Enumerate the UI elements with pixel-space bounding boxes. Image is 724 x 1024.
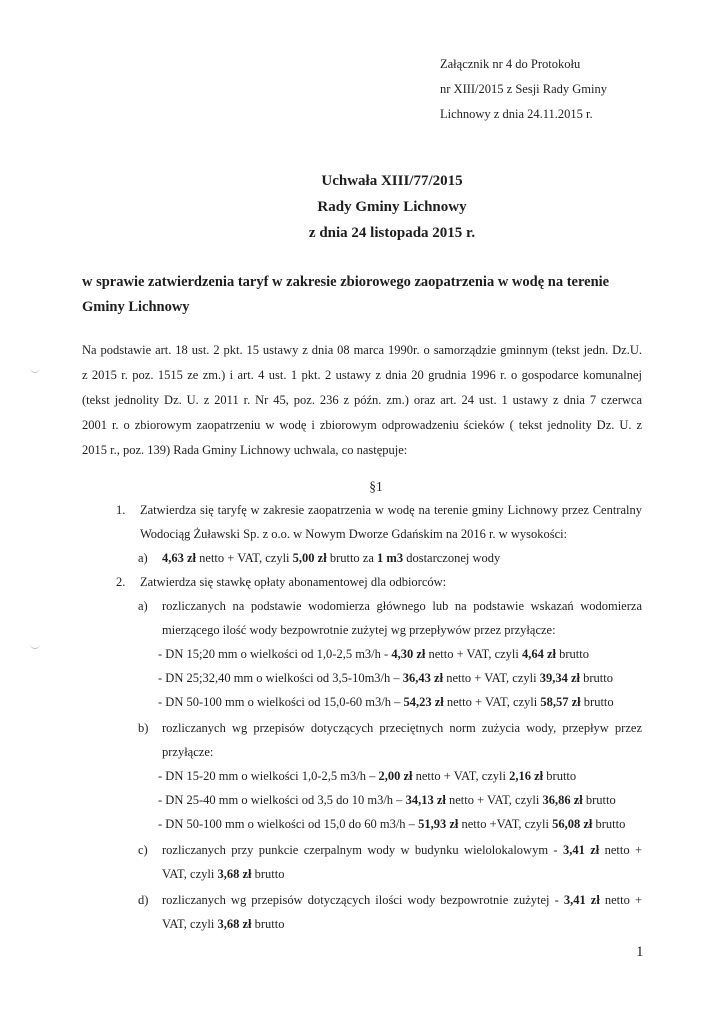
text-fragment: VAT, czyli	[162, 917, 218, 931]
item-text: Zatwierdza się taryfę w zakresie zaopatrzenia w wodę na terenie gminy Lichnowy przez Centralny	[140, 503, 642, 517]
text-fragment: netto +	[599, 893, 642, 907]
sub-item-text	[162, 838, 642, 862]
title-line: z dnia 24 listopada 2015 r.	[308, 225, 476, 241]
gross-price: 2,16 zł	[509, 769, 544, 783]
text-fragment: brutto	[592, 817, 626, 831]
item-text: Wodociąg Żuławski Sp. z o.o. w Nowym Dworze Gdańskim na 2016 r. w wysokości:	[140, 527, 568, 541]
tariff-text	[158, 812, 625, 836]
text-fragment: - DN 15;20 mm o wielkości od 1,0-2,5 m3/h -	[158, 647, 392, 661]
net-price: 3,41 zł	[562, 843, 600, 857]
gross-price: 58,57 zł	[540, 695, 581, 709]
basis-line: (tekst jednolity Dz. U. z 2011 r. Nr 45, poz. 236 z późn. zm.) oraz art. 24 ust. 1 ustawy z dnia 7 czerwca	[82, 393, 642, 407]
sub-item-label: c)	[138, 843, 148, 857]
text-fragment: - DN 25;32,40 mm o wielkości od 3,5-10m3/h –	[158, 671, 403, 685]
tariff-text	[158, 666, 613, 690]
tariff-text	[158, 764, 576, 788]
gross-price: 3,68 zł	[217, 867, 252, 881]
basis-line: Na podstawie art. 18 ust. 2 pkt. 15 ustawy z dnia 08 marca 1990r. o samorządzie gminnym (tekst jedn. Dz.U.	[82, 343, 642, 357]
basis-line: 2001 r. o zbiorowym zaopatrzeniu w wodę i zbiorowym odprowadzeniu ścieków ( tekst jednolity Dz. U. z	[82, 418, 642, 432]
gross-price: 3,68 zł	[217, 917, 252, 931]
text-fragment: - DN 15-20 mm o wielkości 1,0-2,5 m3/h –	[158, 769, 379, 783]
sub-item-label: a)	[138, 599, 148, 613]
gross-price: 36,86 zł	[542, 793, 583, 807]
sub-item-label: a)	[138, 551, 148, 565]
sub-item-text: rozliczanych wg przepisów dotyczących przeciętnych norm zużycia wody, przepływ przez	[162, 721, 642, 735]
text-fragment: netto + VAT, czyli	[443, 695, 541, 709]
text-fragment: brutto	[543, 769, 577, 783]
basis-line: 2015 r., poz. 139) Rada Gminy Lichnowy uchwala, co następuje:	[82, 443, 408, 457]
sub-item-label: d)	[138, 893, 149, 907]
section-mark: §1	[369, 479, 383, 494]
item-number: 2.	[116, 575, 126, 589]
sub-item-text	[162, 546, 500, 570]
text-fragment: rozliczanych przy punkcie czerpalnym wody w budynku wielolokalowym -	[162, 843, 563, 857]
gross-price: 39,34 zł	[539, 671, 580, 685]
title-line: Uchwała XIII/77/2015	[321, 173, 463, 189]
gross-price: 56,08 zł	[552, 817, 593, 831]
text-fragment: netto +VAT, czyli	[458, 817, 553, 831]
sub-item-text: rozliczanych na podstawie wodomierza głównego lub na podstawie wskazań wodomierza	[162, 599, 642, 613]
header-line: nr XIII/2015 z Sesji Rady Gminy	[440, 82, 607, 96]
header-line: Załącznik nr 4 do Protokołu	[440, 57, 581, 71]
text-fragment: dostarczonej wody	[403, 551, 501, 565]
net-price: 34,13 zł	[405, 793, 446, 807]
resolution-subject	[82, 270, 642, 320]
text-fragment: - DN 50-100 mm o wielkości od 15,0 do 60 m3/h –	[158, 817, 419, 831]
net-price: 51,93 zł	[418, 817, 459, 831]
text-fragment: brutto	[579, 671, 613, 685]
punch-hole-mark	[30, 640, 40, 649]
sub-item-text	[162, 912, 284, 936]
text-fragment: - DN 25-40 mm o wielkości od 3,5 do 10 m3/h –	[158, 793, 406, 807]
sub-item-text	[162, 862, 284, 886]
tariff-text	[158, 788, 616, 812]
net-price: 4,63 zł	[162, 551, 197, 565]
net-price: 54,23 zł	[403, 695, 444, 709]
text-fragment: brutto za	[326, 551, 378, 565]
text-fragment: netto +	[599, 843, 642, 857]
unit: 1 m3	[377, 551, 404, 565]
text-fragment: netto + VAT, czyli	[196, 551, 293, 565]
gross-price: 5,00 zł	[292, 551, 327, 565]
title-line: Rady Gminy Lichnowy	[317, 199, 467, 215]
gross-price: 4,64 zł	[521, 647, 557, 661]
tariff-text	[158, 690, 614, 714]
punch-hole-mark	[30, 364, 40, 373]
legal-basis-paragraph	[82, 338, 642, 463]
sub-item-text	[162, 888, 642, 912]
attachment-header	[440, 52, 710, 127]
text-fragment: VAT, czyli	[162, 867, 218, 881]
text-fragment: brutto	[251, 917, 285, 931]
text-fragment: netto + VAT, czyli	[412, 769, 510, 783]
text-fragment: netto + VAT, czyli	[425, 647, 522, 661]
text-fragment: netto + VAT, czyli	[443, 671, 540, 685]
page-number: 1	[636, 944, 644, 960]
net-price: 3,41 zł	[563, 893, 600, 907]
text-fragment: rozliczanych wg przepisów dotyczących ilości wody bezpowrotnie zużytej -	[162, 893, 564, 907]
sub-item-text: przyłącze:	[162, 745, 214, 759]
subject-line: Gminy Lichnowy	[82, 299, 190, 315]
net-price: 36,43 zł	[402, 671, 444, 685]
text-fragment: brutto	[251, 867, 285, 881]
tariff-text	[158, 642, 589, 666]
sub-item-label: b)	[138, 721, 149, 735]
sub-item-text: mierzącego ilość wody bezpowrotnie zużytej wg przepływów przez przyłącze:	[162, 623, 556, 637]
text-fragment: brutto	[556, 647, 589, 661]
basis-line: z 2015 r. poz. 1515 ze zm.) i art. 4 ust. 1 pkt. 2 ustawy z dnia 20 grudnia 1996 r. o gospodarce komunalnej	[82, 368, 642, 382]
subject-line: w sprawie zatwierdzenia taryf w zakresie zbiorowego zaopatrzenia w wodę na terenie	[82, 274, 610, 290]
net-price: 4,30 zł	[391, 647, 426, 661]
item-number: 1.	[116, 503, 126, 517]
resolution-title	[0, 168, 724, 246]
text-fragment: - DN 50-100 mm o wielkości od 15,0-60 m3/h –	[158, 695, 404, 709]
item-text: Zatwierdza się stawkę opłaty abonamentowej dla odbiorców:	[140, 575, 447, 589]
text-fragment: brutto	[580, 695, 614, 709]
net-price: 2,00 zł	[378, 769, 413, 783]
text-fragment: netto + VAT, czyli	[445, 793, 543, 807]
text-fragment: brutto	[582, 793, 616, 807]
header-line: Lichnowy z dnia 24.11.2015 r.	[440, 107, 593, 121]
